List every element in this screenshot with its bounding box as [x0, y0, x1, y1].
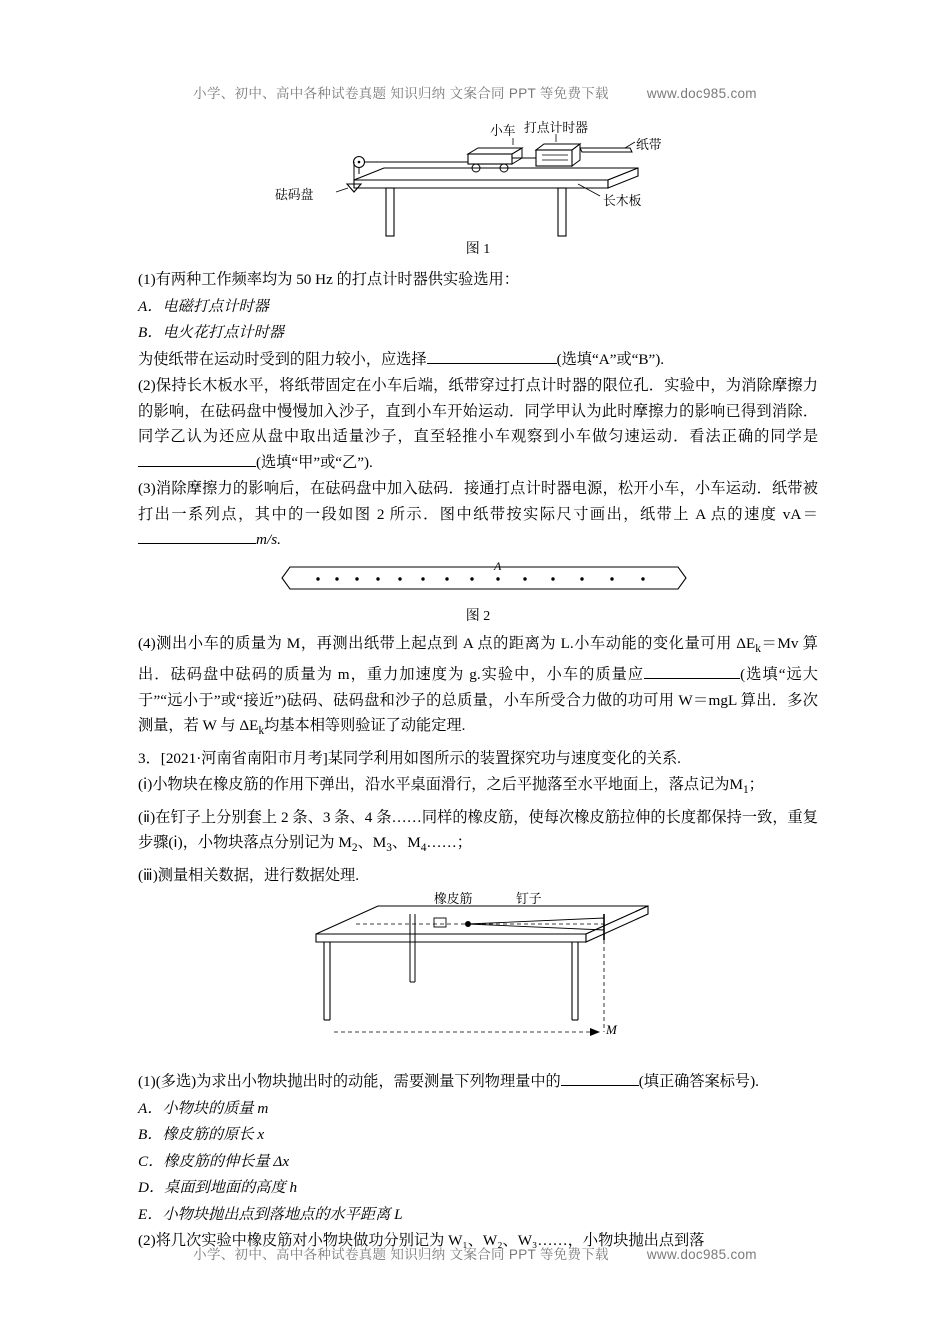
watermark-bottom — [0, 1243, 950, 1263]
q2-option-b-text: B．电火花打点计时器 — [138, 324, 284, 341]
q3-option-b — [138, 1122, 818, 1148]
q3-step2-tail: ……； — [426, 834, 472, 852]
label-distance-M: M — [606, 1022, 617, 1038]
q3-step2-mid: 、M — [357, 834, 387, 852]
q3-option-e — [138, 1202, 818, 1228]
q2-part3 — [138, 373, 818, 475]
q3-step2 — [138, 805, 818, 862]
q2-part2-tail: (选填“A”或“B”). — [556, 350, 665, 368]
label-nail: 钉子 — [516, 891, 542, 907]
figure-2-caption: 图 2 — [465, 608, 491, 624]
q3-step2-mid2: 、M — [392, 834, 421, 852]
q2-option-b — [138, 320, 818, 346]
q2-part2-lead: 为使纸带在运动时受到的阻力较小，应选择 — [138, 350, 427, 368]
q2-option-a-text: A．电磁打点计时器 — [138, 297, 269, 315]
q3-sub1-tail: (填正确答案标号). — [638, 1073, 759, 1091]
figure-3-drawing — [138, 894, 818, 1059]
label-tape: 纸带 — [636, 137, 662, 152]
label-cart: 小车 — [490, 123, 516, 138]
answer-blank-4[interactable] — [644, 678, 740, 679]
figure-1-caption: 图 1 — [465, 242, 491, 257]
watermark-text-bottom: 小学、初中、高中各种试卷真题 知识归纳 文案合同 PPT 等免费下载 — [193, 1247, 609, 1262]
label-timer: 打点计时器 — [524, 120, 588, 135]
figure-1-drawing — [138, 118, 818, 243]
q2-part5-a: (4)测出小车的质量为 M，再测出纸带上起点到 A 点的距离为 L.小车动能的变化量可用 ΔE — [138, 634, 756, 652]
q2-part4-lead: (3)消除摩擦力的影响后，在砝码盘中加入砝码．接通打点计时器电源，松开小车，小车运动．纸带被打出一系列点，其中的一段如图 2 所示．图中纸带按实际尺寸画出，纸带上 A 点的速度 vA＝ — [138, 480, 818, 523]
watermark-top — [0, 82, 950, 102]
q2-option-a — [138, 294, 818, 320]
figure-2-point-label: A — [494, 558, 502, 573]
q3-stem: 3．[2021·河南省南阳市月考]某同学利用如图所示的装置探究功与速度变化的关系. — [138, 749, 681, 767]
q2-part3-lead: (2)保持长木板水平，将纸带固定在小车后端，纸带穿过打点计时器的限位孔．实验中，为消除摩擦力的影响，在砝码盘中慢慢加入沙子，直到小车开始运动．同学甲认为此时摩擦力的影响已得到消除．同学乙认为还应从盘中取出适量沙子，直至轻推小车观察到小车做匀速运动．看法正确的同学是 — [138, 377, 818, 445]
q3-option-d-text: D．桌面到地面的高度 h — [138, 1179, 298, 1197]
figure-2-drawing — [138, 559, 818, 605]
q3-option-d — [138, 1175, 818, 1201]
q2-part2 — [138, 347, 818, 373]
q2-part5-c: (选填“远大于”“远小于”或“接近”)砝码、砝码盘和沙子的总质量，小车所受合力做的功可用 W＝mgL 算出．多次测量，若 W 与 ΔE — [138, 666, 818, 735]
answer-blank-2[interactable] — [138, 466, 256, 467]
q2-part4 — [138, 476, 818, 553]
q3-option-c — [138, 1149, 818, 1175]
q2-part5 — [138, 631, 818, 745]
watermark-site: www.doc985.com — [646, 86, 757, 101]
q3-step1-text: (ⅰ)小物块在橡皮筋的作用下弹出，沿水平桌面滑行，之后平抛落至水平地面上，落点记为M — [138, 776, 743, 794]
figure-1 — [138, 118, 818, 263]
q3-step1 — [138, 772, 818, 804]
q2-part4-unit: m/s. — [256, 531, 281, 548]
figure-2 — [138, 558, 818, 624]
answer-blank-3[interactable] — [138, 543, 256, 544]
q3-step2-sub2: 3 — [386, 842, 392, 855]
q3-step2-sub1: 2 — [351, 842, 358, 855]
watermark-text: 小学、初中、高中各种试卷真题 知识归纳 文案合同 PPT 等免费下载 — [193, 86, 609, 101]
label-weight-pan: 砝码盘 — [275, 187, 314, 202]
document-content — [138, 118, 818, 1255]
q3-step2-sub3: 4 — [420, 842, 427, 855]
q3-step3: (ⅲ)测量相关数据，进行数据处理. — [138, 866, 360, 884]
q3-sub2: (2)将几次实验中橡皮筋对小物块做功分别记为 W₁、W₂、W₃……，小物块抛出点到落 — [138, 1232, 705, 1250]
q3-option-e-text: E．小物块抛出点到落地点的水平距离 L — [138, 1205, 403, 1223]
q3-option-a-text: A．小物块的质量 m — [138, 1099, 269, 1117]
q3-step1-sub: 1 — [742, 784, 749, 797]
q3-sub1-lead: (1)(多选)为求出小物块抛出时的动能，需要测量下列物理量中的 — [138, 1073, 561, 1091]
q3-option-a — [138, 1096, 818, 1122]
q3-sub1 — [138, 1069, 818, 1095]
q3-step1-tail: ； — [748, 776, 764, 794]
q2-part1: (1)有两种工作频率均为 50 Hz 的打点计时器供实验选用： — [138, 271, 519, 288]
watermark-site-bottom: www.doc985.com — [646, 1247, 757, 1262]
q2-part5-sub2: k — [258, 725, 265, 738]
q3-option-b-text: B．橡皮筋的原长 x — [138, 1126, 265, 1144]
label-rubber-band: 橡皮筋 — [434, 891, 473, 907]
label-board: 长木板 — [603, 193, 642, 208]
q2-part5-d: 均基本相等则验证了动能定理. — [264, 717, 466, 735]
q3-step2-text: (ⅱ)在钉子上分别套上 2 条、3 条、4 条……同样的橡皮筋，使每次橡皮筋拉伸的长度都保持一致，重复步骤(ⅰ)，小物块落点分别记为 M — [138, 808, 818, 852]
figure-3 — [138, 891, 818, 1059]
q2-part3-tail: (选填“甲”或“乙”). — [256, 453, 373, 471]
answer-blank-1[interactable] — [427, 363, 557, 364]
answer-blank-5[interactable] — [561, 1085, 639, 1086]
q2-part5-sub1: k — [755, 642, 761, 655]
q3-option-c-text: C．橡皮筋的伸长量 Δx — [138, 1152, 290, 1170]
q2-part5-b: ＝Mv 算出．砝码盘中砝码的质量为 m，重力加速度为 g.实验中，小车的质量应 — [138, 634, 818, 684]
